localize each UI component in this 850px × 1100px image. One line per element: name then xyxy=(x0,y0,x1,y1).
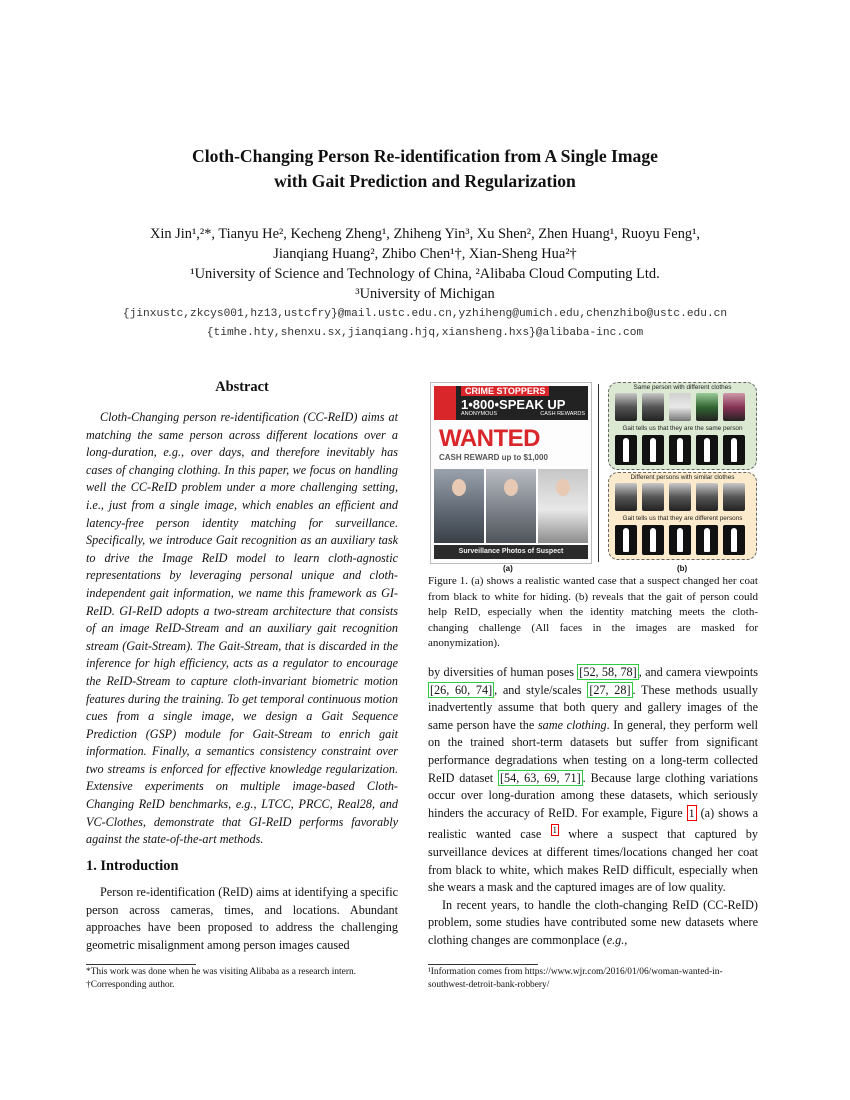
introduction-heading: 1. Introduction xyxy=(86,858,179,874)
person-thumbnail xyxy=(669,393,691,421)
right-paragraph-2: In recent years, to handle the cloth-changing ReID (CC-ReID) problem, some studies have contributed some new datasets where clothing changes are commonplace (e.g., xyxy=(428,897,758,947)
person-thumbnail xyxy=(615,483,637,511)
poster-anonymous-row xyxy=(461,411,585,417)
footnote-intern: *This work was done when he was visiting Alibaba as a research intern. xyxy=(86,967,356,977)
gait-silhouette xyxy=(669,525,691,555)
gait-silhouette xyxy=(723,435,745,465)
poster-crime-stoppers: CRIME STOPPERS xyxy=(461,386,549,396)
email-block xyxy=(40,305,810,343)
gait-silhouette xyxy=(642,525,664,555)
panel-same-person-images xyxy=(615,393,745,421)
poster-red-block xyxy=(434,386,456,420)
person-thumbnail xyxy=(642,393,664,421)
affiliation-line-2: ³University of Michigan xyxy=(355,286,495,302)
person-thumbnail xyxy=(642,483,664,511)
authors-line-2: Jianqiang Huang², Zhibo Chen¹†, Xian-Sheng Hua²† xyxy=(273,246,577,262)
person-thumbnail xyxy=(723,393,745,421)
citation-link[interactable]: [52, 58, 78] xyxy=(579,665,637,679)
emails-line-2: {timhe.hty,shenxu.sx,jianqiang.hjq,xiansheng.hxs}@alibaba-inc.com xyxy=(206,327,644,339)
person-thumbnail xyxy=(696,393,718,421)
footnote-ref-link[interactable]: 1 xyxy=(552,825,557,836)
gait-silhouette xyxy=(669,435,691,465)
footnote-corresponding: †Corresponding author. xyxy=(86,980,175,990)
figure-ref-link[interactable]: 1 xyxy=(688,805,695,820)
citation-link[interactable]: [54, 63, 69, 71] xyxy=(500,770,581,785)
panel-different-persons-silhouettes xyxy=(615,525,745,555)
poster-surveillance-caption: Surveillance Photos of Suspect xyxy=(434,545,588,559)
abstract-heading: Abstract xyxy=(215,379,269,395)
person-thumbnail xyxy=(615,393,637,421)
gait-silhouette xyxy=(696,435,718,465)
right-column-text xyxy=(428,664,758,950)
surveillance-photo-2 xyxy=(486,469,536,543)
figure-1-caption: Figure 1. (a) shows a realistic wanted case that a suspect changed her coat from black to white for hiding. (b) reveals that the gait of person could help ReID, especially when the identity matching meets the cloth-changing challenge (All faces in the images are masked for anonymization). xyxy=(428,575,758,649)
author-block xyxy=(60,224,790,304)
gait-silhouette xyxy=(615,435,637,465)
title-line-2: with Gait Prediction and Regularization xyxy=(274,171,576,191)
figure-label-b: (b) xyxy=(677,564,688,573)
introduction-paragraph: Person re-identification (ReID) aims at identifying a specific person across cameras, times, and locations. Abundant approaches have been proposed to address the challenging geometric misalignment among person images caused xyxy=(86,885,398,952)
authors-line-1: Xin Jin¹,²*, Tianyu He², Kecheng Zheng¹, Zhiheng Yin³, Xu Shen², Zhen Huang¹, Ruoyu Feng¹, xyxy=(150,226,700,242)
panel-same-person-title: Same person with different clothes xyxy=(633,384,732,391)
emails-line-1: {jinxustc,zkcys001,hz13,ustcfry}@mail.ustc.edu.cn,yzhiheng@umich.edu,chenzhibo@ustc.edu.cn xyxy=(122,308,728,320)
person-thumbnail xyxy=(696,483,718,511)
paper-title xyxy=(60,144,790,194)
person-thumbnail xyxy=(669,483,691,511)
figure-divider xyxy=(598,384,599,562)
poster-cash-reward: CASH REWARD up to $1,000 xyxy=(439,453,548,462)
abstract-text: Cloth-Changing person re-identification (CC-ReID) aims at matching the same person across different locations over a long-duration, e.g., over days, and therefore inevitably has cases of changing clothing. In this paper, we focus on handling well the CC-ReID problem under a more challenging setting, i.e., just from a single image, which enables an efficient and latency-free person identity matching for surveillance. Specifically, we introduce Gait recognition as an auxiliary task to drive the Image ReID model to learn cloth-agnostic representations by leveraging personal unique and cloth-independent gait information, we name this framework as GI-ReID. GI-ReID adopts a two-stream architecture that consists of an image ReID-Stream and an auxiliary gait recognition stream (Gait-Stream). The Gait-Stream, that is discarded in the inference for high efficiency, acts as a regulator to encourage the ReID-Stream to capture cloth-invariant biometric motion features during the training. To get temporal continuous motion cues from a single image, we design a Gait Sequence Prediction (GSP) module for Gait-Stream to enrich gait information. Finally, a semantics consistency constraint over two streams is enforced for effective knowledge regularization. Extensive experiments on multiple image-based Cloth-Changing ReID benchmarks, e.g., LTCC, PRCC, Real28, and VC-Clothes, demonstrate that GI-ReID performs favorably against the state-of-the-art methods. xyxy=(86,410,398,847)
panel-different-persons-images xyxy=(615,483,745,511)
footnote-right: ¹Information comes from https://www.wjr.com/2016/01/06/woman-wanted-in-southwest-detroit-bank-robbery/ xyxy=(428,967,723,990)
title-line-1: Cloth-Changing Person Re-identification from A Single Image xyxy=(192,146,658,166)
figure-1b-different-persons-panel xyxy=(608,472,757,560)
gait-silhouette xyxy=(723,525,745,555)
gait-silhouette xyxy=(642,435,664,465)
citation-link[interactable]: [27, 28] xyxy=(589,682,631,697)
footnote-rule-left xyxy=(86,964,196,965)
right-paragraph-1: by diversities of human poses [52, 58, 78] , and camera viewpoints [26, 60, 74] , and style/scales [27, 28] . These methods usually inadvertently assume that both query and gallery images of the same person have the same clothing. In general, they perform well on the trained short-term datasets but suffer from significant performance degradations when testing on a long-term collected ReID dataset [54, 63, 69, 71] . Because large clothing variations occur over long-duration among these datasets, which seriously hinders the accuracy of ReID. For example, Figure 1 (a) shows a realistic wanted case $^1$ where a suspect that captured by surveillance devices at different times/locations changed her coat from black to white, which makes ReID difficult, especially when she wears a mask and the captured images are of low quality. xyxy=(428,665,759,895)
panel-same-person-silhouettes xyxy=(615,435,745,465)
gait-silhouette xyxy=(696,525,718,555)
figure-1a-wanted-poster xyxy=(430,382,592,564)
figure-label-a: (a) xyxy=(503,564,513,573)
citation-link[interactable]: [26, 60, 74] xyxy=(430,682,493,697)
affiliation-line-1: ¹University of Science and Technology of China, ²Alibaba Cloud Computing Ltd. xyxy=(190,266,660,282)
footnote-left xyxy=(86,966,406,992)
surveillance-photo-1 xyxy=(434,469,484,543)
panel-same-person-gait-text: Gait tells us that they are the same person xyxy=(622,425,743,432)
footnote-rule-right xyxy=(428,964,538,965)
person-thumbnail xyxy=(723,483,745,511)
figure-1b-same-person-panel xyxy=(608,382,757,470)
poster-anonymous: ANONYMOUS xyxy=(461,411,498,417)
gait-silhouette xyxy=(615,525,637,555)
panel-different-persons-gait-text: Gait tells us that they are different persons xyxy=(622,515,743,522)
surveillance-photo-3 xyxy=(538,469,588,543)
panel-different-persons-title: Different persons with similar clothes xyxy=(630,474,735,481)
poster-cash-rewards: CASH REWARDS xyxy=(540,411,585,417)
poster-wanted: WANTED xyxy=(439,425,540,452)
poster-speak-up: 1•800•SPEAK UP xyxy=(461,397,566,412)
